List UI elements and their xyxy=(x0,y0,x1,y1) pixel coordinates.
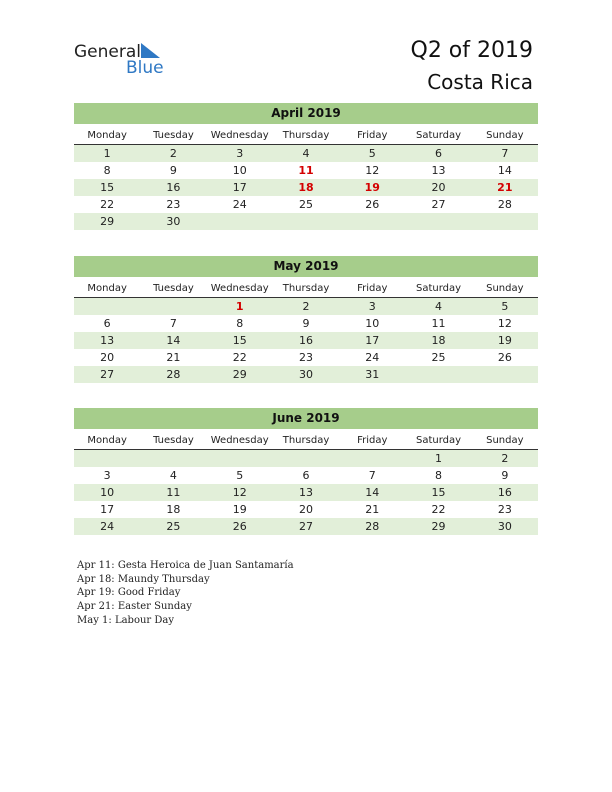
week-row xyxy=(74,179,538,196)
date-cell xyxy=(74,450,140,467)
date-cell: 14 xyxy=(166,334,181,347)
holiday-note: Apr 18: Maundy Thursday xyxy=(77,573,210,585)
week-row xyxy=(74,145,538,162)
date-cell: 3 xyxy=(103,469,111,482)
date-cell: 8 xyxy=(435,469,443,482)
date-cell: 25 xyxy=(298,198,313,211)
date-cell: 20 xyxy=(298,503,313,516)
logo-word-blue: Blue xyxy=(126,58,164,78)
month-header: June 2019 xyxy=(74,408,538,429)
holiday-note: May 1: Labour Day xyxy=(77,614,174,626)
date-cell: 15 xyxy=(431,486,446,499)
date-cell: 20 xyxy=(431,181,446,194)
holiday-date-cell: 1 xyxy=(235,300,244,313)
date-cell: 24 xyxy=(232,198,247,211)
date-cell: 7 xyxy=(501,147,509,160)
weekday-label: Saturday xyxy=(416,435,462,446)
date-cell: 12 xyxy=(365,164,380,177)
date-cell: 19 xyxy=(232,503,247,516)
weekday-label: Monday xyxy=(87,435,127,446)
date-cell: 7 xyxy=(169,317,177,330)
holiday-note: Apr 21: Easter Sunday xyxy=(77,601,192,613)
weekday-header-row xyxy=(74,432,538,450)
week-row xyxy=(74,501,538,518)
date-cell: 6 xyxy=(302,469,310,482)
weekday-label: Monday xyxy=(87,130,127,141)
date-cell xyxy=(472,366,538,383)
holiday-date-cell: 18 xyxy=(298,181,314,194)
date-cell xyxy=(74,298,140,315)
page-subtitle: Costa Rica xyxy=(427,70,533,94)
week-row xyxy=(74,213,538,230)
date-cell: 29 xyxy=(431,520,446,533)
date-cell: 4 xyxy=(302,147,310,160)
date-cell: 1 xyxy=(435,452,443,465)
week-row xyxy=(74,467,538,484)
date-cell: 16 xyxy=(298,334,313,347)
date-cell: 17 xyxy=(100,503,115,516)
date-cell: 23 xyxy=(298,351,313,364)
date-cell: 1 xyxy=(103,147,111,160)
logo xyxy=(74,42,184,82)
weekday-label: Thursday xyxy=(282,435,330,446)
date-cell: 29 xyxy=(232,368,247,381)
logo-word-general: General xyxy=(74,42,141,62)
month-header: May 2019 xyxy=(74,256,538,277)
date-cell: 10 xyxy=(232,164,247,177)
date-cell: 29 xyxy=(100,215,115,228)
date-cell xyxy=(405,366,471,383)
weekday-label: Thursday xyxy=(282,130,330,141)
weekday-header-row xyxy=(74,127,538,145)
date-cell: 10 xyxy=(365,317,380,330)
month-calendar xyxy=(74,408,538,535)
date-cell: 8 xyxy=(103,164,111,177)
date-cell: 27 xyxy=(298,520,313,533)
weekday-label: Wednesday xyxy=(210,283,269,294)
holiday-notes xyxy=(77,559,294,627)
date-cell: 8 xyxy=(236,317,244,330)
weekday-label: Tuesday xyxy=(153,130,194,141)
date-cell: 21 xyxy=(166,351,181,364)
date-cell: 9 xyxy=(302,317,310,330)
weekday-label: Sunday xyxy=(486,435,524,446)
date-cell: 15 xyxy=(100,181,115,194)
date-cell: 26 xyxy=(232,520,247,533)
date-cell: 3 xyxy=(368,300,376,313)
month-header: April 2019 xyxy=(74,103,538,124)
date-cell: 11 xyxy=(166,486,181,499)
date-cell: 10 xyxy=(100,486,115,499)
date-cell: 5 xyxy=(368,147,376,160)
date-cell: 31 xyxy=(365,368,380,381)
date-cell: 6 xyxy=(435,147,443,160)
date-cell: 22 xyxy=(100,198,115,211)
holiday-date-cell: 21 xyxy=(497,181,513,194)
date-cell xyxy=(207,213,273,230)
date-cell: 4 xyxy=(169,469,177,482)
date-cell: 7 xyxy=(368,469,376,482)
date-cell: 23 xyxy=(497,503,512,516)
date-cell: 21 xyxy=(365,503,380,516)
date-cell: 2 xyxy=(302,300,310,313)
date-cell: 22 xyxy=(232,351,247,364)
holiday-note: Apr 19: Good Friday xyxy=(77,587,181,599)
date-cell: 23 xyxy=(166,198,181,211)
logo-flag-icon xyxy=(141,43,161,59)
week-row xyxy=(74,315,538,332)
holiday-note: Apr 11: Gesta Heroica de Juan Santamaría xyxy=(77,560,294,571)
date-cell: 24 xyxy=(365,351,380,364)
weekday-label: Friday xyxy=(357,283,388,294)
date-cell: 28 xyxy=(166,368,181,381)
date-cell: 25 xyxy=(431,351,446,364)
week-row xyxy=(74,298,538,315)
date-cell: 25 xyxy=(166,520,181,533)
weekday-label: Monday xyxy=(87,283,127,294)
date-cell: 13 xyxy=(431,164,446,177)
date-cell: 14 xyxy=(497,164,512,177)
date-cell: 15 xyxy=(232,334,247,347)
date-cell: 9 xyxy=(501,469,509,482)
weekday-label: Thursday xyxy=(282,283,330,294)
date-cell: 17 xyxy=(365,334,380,347)
weekday-label: Friday xyxy=(357,435,388,446)
weekday-label: Tuesday xyxy=(153,283,194,294)
week-row xyxy=(74,349,538,366)
date-cell: 11 xyxy=(431,317,446,330)
date-cell: 30 xyxy=(166,215,181,228)
date-cell: 13 xyxy=(298,486,313,499)
date-cell: 30 xyxy=(497,520,512,533)
date-cell: 12 xyxy=(497,317,512,330)
month-calendar xyxy=(74,103,538,230)
date-cell xyxy=(207,450,273,467)
weekday-header-row xyxy=(74,280,538,298)
week-row xyxy=(74,196,538,213)
weekday-label: Wednesday xyxy=(210,435,269,446)
date-cell: 28 xyxy=(365,520,380,533)
date-cell: 2 xyxy=(501,452,509,465)
date-cell: 22 xyxy=(431,503,446,516)
page-title: Q2 of 2019 xyxy=(410,38,533,63)
date-cell xyxy=(405,213,471,230)
date-cell: 9 xyxy=(169,164,177,177)
date-cell: 5 xyxy=(501,300,509,313)
date-cell: 18 xyxy=(166,503,181,516)
date-cell: 6 xyxy=(103,317,111,330)
weekday-label: Sunday xyxy=(486,130,524,141)
date-cell: 30 xyxy=(298,368,313,381)
weekday-label: Wednesday xyxy=(210,130,269,141)
date-cell: 18 xyxy=(431,334,446,347)
weekday-label: Friday xyxy=(357,130,388,141)
date-cell: 4 xyxy=(435,300,443,313)
date-cell: 16 xyxy=(166,181,181,194)
date-cell: 3 xyxy=(236,147,244,160)
date-cell xyxy=(339,450,405,467)
weekday-label: Tuesday xyxy=(153,435,194,446)
date-cell: 20 xyxy=(100,351,115,364)
week-row xyxy=(74,450,538,467)
date-cell xyxy=(339,213,405,230)
date-cell: 2 xyxy=(169,147,177,160)
date-cell xyxy=(140,298,206,315)
week-row xyxy=(74,332,538,349)
date-cell: 13 xyxy=(100,334,115,347)
date-cell: 5 xyxy=(236,469,244,482)
date-cell: 27 xyxy=(431,198,446,211)
month-calendar xyxy=(74,256,538,383)
holiday-date-cell: 19 xyxy=(364,181,380,194)
date-cell: 24 xyxy=(100,520,115,533)
date-cell: 28 xyxy=(497,198,512,211)
holiday-date-cell: 11 xyxy=(298,164,314,177)
week-row xyxy=(74,366,538,383)
weekday-label: Saturday xyxy=(416,283,462,294)
week-row xyxy=(74,518,538,535)
date-cell xyxy=(140,450,206,467)
date-cell: 26 xyxy=(497,351,512,364)
date-cell: 27 xyxy=(100,368,115,381)
date-cell xyxy=(273,213,339,230)
date-cell xyxy=(472,213,538,230)
date-cell xyxy=(273,450,339,467)
date-cell: 16 xyxy=(497,486,512,499)
date-cell: 14 xyxy=(365,486,380,499)
date-cell: 19 xyxy=(497,334,512,347)
weekday-label: Sunday xyxy=(486,283,524,294)
date-cell: 17 xyxy=(232,181,247,194)
weekday-label: Saturday xyxy=(416,130,462,141)
week-row xyxy=(74,484,538,501)
date-cell: 26 xyxy=(365,198,380,211)
week-row xyxy=(74,162,538,179)
date-cell: 12 xyxy=(232,486,247,499)
